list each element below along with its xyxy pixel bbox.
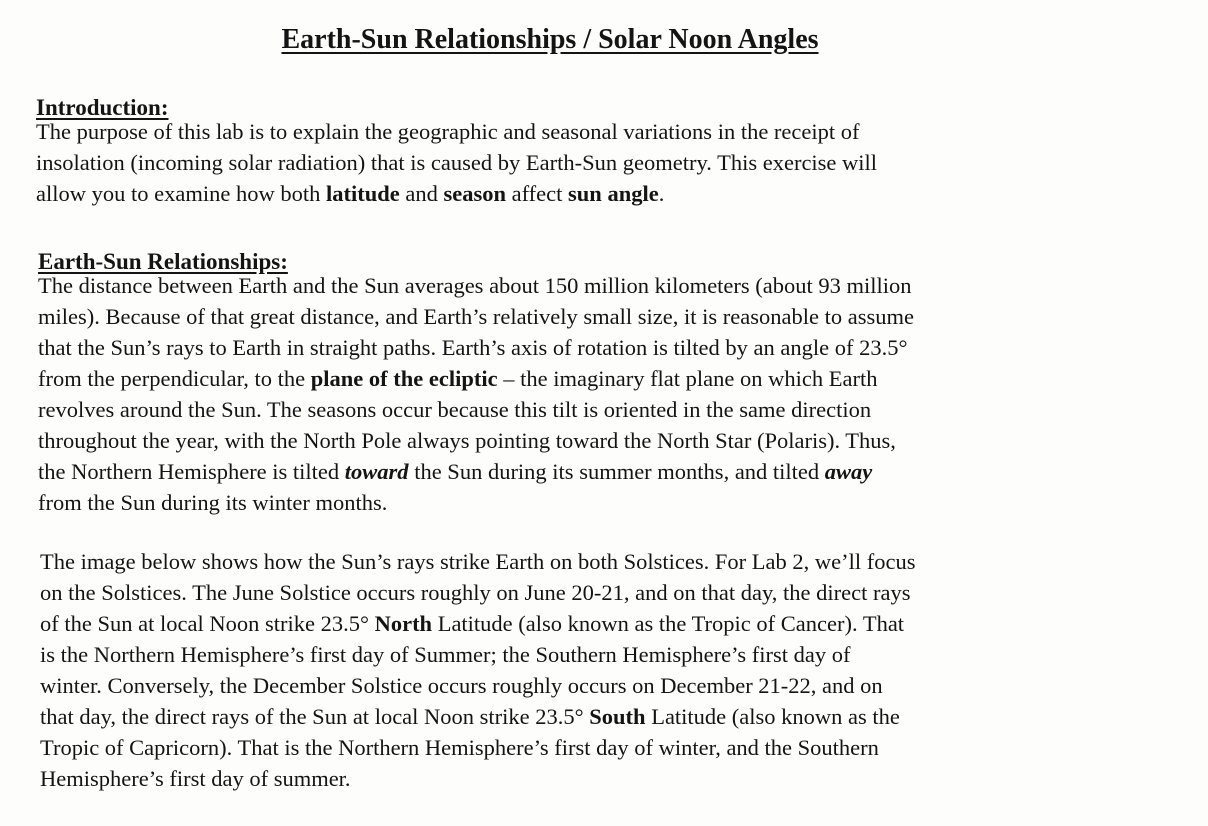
paragraph-line: revolves around the Sun. The seasons occur because this tilt is oriented in the same direction (38, 397, 872, 422)
paragraph-line: the Northern Hemisphere is tilted toward the Sun during its summer months, and tilted away (38, 459, 873, 484)
paragraph-line: that the Sun’s rays to Earth in straight paths. Earth’s axis of rotation is tilted by an angle of 23.5° (38, 335, 908, 360)
emphasis-season: season (443, 181, 506, 206)
page-title: Earth-Sun Relationships / Solar Noon Angles (281, 24, 819, 55)
introduction-heading: Introduction: (36, 95, 169, 120)
emphasis-north: North (374, 611, 433, 636)
paragraph-line: is the Northern Hemisphere’s first day of Summer; the Southern Hemisphere’s first day of (40, 642, 851, 667)
relationships-heading: Earth-Sun Relationships: (38, 249, 288, 274)
emphasis-sun-angle: sun angle (568, 181, 659, 206)
paragraph-line: from the perpendicular, to the plane of the ecliptic – the imaginary flat plane on which Earth (38, 366, 878, 391)
paragraph-line: miles). Because of that great distance, and Earth’s relatively small size, it is reasonable to assume (38, 304, 914, 329)
paragraph-line: allow you to examine how both latitude and season affect sun angle. (36, 181, 665, 206)
relationships-paragraph (38, 270, 914, 518)
paragraph-line: of the Sun at local Noon strike 23.5° North Latitude (also known as the Tropic of Cancer). That (40, 611, 905, 636)
emphasis-latitude: latitude (325, 181, 400, 206)
paragraph-line: The distance between Earth and the Sun averages about 150 million kilometers (about 93 million (38, 273, 912, 298)
introduction-paragraph (36, 116, 877, 209)
paragraph-line: winter. Conversely, the December Solstice occurs roughly occurs on December 21-22, and on (40, 673, 883, 698)
paragraph-line: Hemisphere’s first day of summer. (40, 766, 351, 791)
solstices-paragraph (40, 546, 916, 794)
paragraph-line: The purpose of this lab is to explain the geographic and seasonal variations in the receipt of (36, 119, 860, 144)
emphasis-away: away (824, 459, 873, 484)
emphasis-plane-of-ecliptic: plane of the ecliptic (310, 366, 498, 391)
emphasis-toward: toward (344, 459, 409, 484)
paragraph-line: insolation (incoming solar radiation) that is caused by Earth-Sun geometry. This exercise will (36, 150, 878, 175)
paragraph-line: throughout the year, with the North Pole always pointing toward the North Star (Polaris). Thus, (38, 428, 896, 453)
paragraph-line: The image below shows how the Sun’s rays strike Earth on both Solstices. For Lab 2, we’ll focus (40, 549, 916, 574)
paragraph-line: Tropic of Capricorn). That is the Northern Hemisphere’s first day of winter, and the Southern (40, 735, 879, 760)
paragraph-line: from the Sun during its winter months. (38, 490, 388, 515)
paragraph-line: that day, the direct rays of the Sun at local Noon strike 23.5° South Latitude (also known as the (40, 704, 900, 729)
emphasis-south: South (589, 704, 646, 729)
paragraph-line: on the Solstices. The June Solstice occurs roughly on June 20-21, and on that day, the direct rays (40, 580, 911, 605)
